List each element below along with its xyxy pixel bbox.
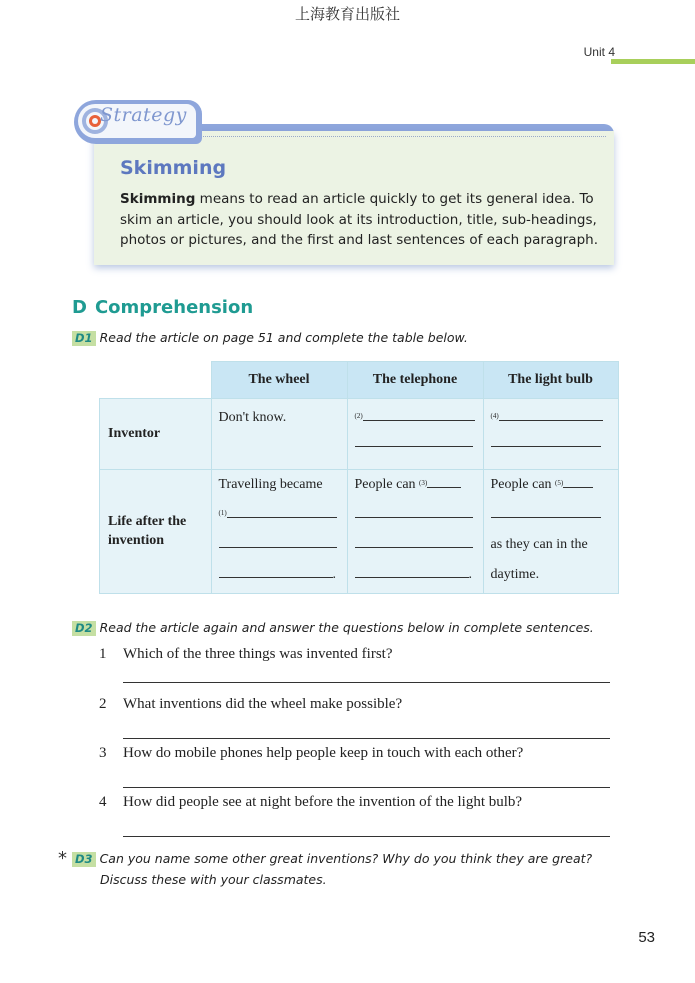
cell-wheel-life [211, 470, 347, 594]
blank-mark-4: (4) [490, 412, 499, 420]
cell-telephone-life [347, 470, 483, 594]
col-header-wheel: The wheel [211, 362, 347, 399]
answer-blank-1c[interactable] [219, 563, 333, 578]
question-text: How did people see at night before the invention of the light bulb? [123, 794, 523, 810]
answer-line-2[interactable] [123, 738, 610, 739]
row-header-life-after [100, 470, 212, 594]
publisher-header: 上海教育出版社 [294, 7, 400, 23]
question-text: What inventions did the wheel make possible? [123, 696, 403, 712]
question-4 [99, 794, 522, 811]
table-corner [100, 362, 212, 399]
page-number: 53 [638, 929, 655, 946]
blank-mark-2: (2) [354, 412, 363, 420]
strategy-title: Skimming [120, 157, 227, 179]
question-text: How do mobile phones help people keep in touch with each other? [123, 745, 524, 761]
d2-instruction-text: Read the article again and answer the questions below in complete sentences. [99, 620, 594, 635]
answer-line-3[interactable] [123, 787, 610, 788]
bulb-life-text: People can [490, 477, 552, 492]
wheel-inventor-text: Don't know. [218, 410, 287, 425]
cell-bulb-life [483, 470, 618, 594]
row-header-life-line2: invention [108, 533, 165, 548]
answer-blank-3a[interactable] [427, 473, 461, 488]
d1-tag: D1 [72, 331, 96, 346]
unit-label: Unit 4 [583, 45, 615, 59]
telephone-life-text: People can [354, 477, 416, 492]
wheel-end-period: . [332, 567, 336, 582]
d1-instruction [72, 330, 468, 346]
answer-blank-4a[interactable] [499, 406, 603, 421]
row-header-life-line1: Life after the [108, 514, 187, 529]
optional-star-icon: * [58, 848, 67, 869]
strategy-bold-lead: Skimming [120, 191, 196, 207]
strategy-body: means to read an article quickly to get its general idea. To skim an article, you should look at its introduction, title, sub-headings, photos or pictures, and the first and last sentences of each paragraph. [120, 191, 598, 248]
d3-line2-text: Discuss these with your classmates. [100, 872, 327, 887]
section-title: Comprehension [94, 297, 254, 318]
answer-blank-5a[interactable] [563, 473, 593, 488]
cell-bulb-inventor [483, 399, 618, 470]
comprehension-table [99, 361, 619, 594]
question-1 [99, 646, 393, 663]
unit-accent-bar [611, 59, 695, 64]
question-number: 3 [99, 745, 107, 761]
cell-wheel-inventor [211, 399, 347, 470]
d3-tag: D3 [72, 852, 96, 867]
answer-blank-2b[interactable] [355, 432, 473, 447]
telephone-end-period: . [468, 567, 472, 582]
bulb-life-tail1: as they can in the [490, 537, 588, 552]
answer-blank-2a[interactable] [363, 406, 475, 421]
row-header-inventor: Inventor [100, 399, 212, 470]
answer-blank-4b[interactable] [491, 432, 601, 447]
d1-instruction-text: Read the article on page 51 and complete the table below. [99, 330, 468, 345]
question-number: 2 [99, 696, 107, 712]
question-3 [99, 745, 523, 762]
section-heading [72, 297, 253, 318]
answer-blank-1a[interactable] [227, 503, 337, 518]
d3-line1-text: Can you name some other great inventions? Why do you think they are great? [99, 851, 593, 866]
answer-blank-3c[interactable] [355, 533, 473, 548]
col-header-light-bulb: The light bulb [483, 362, 618, 399]
strategy-text [120, 189, 600, 251]
cell-telephone-inventor [347, 399, 483, 470]
d2-instruction [72, 620, 594, 636]
answer-blank-3b[interactable] [355, 503, 473, 518]
blank-mark-5: (5) [555, 479, 564, 487]
answer-line-1[interactable] [123, 682, 610, 683]
col-header-telephone: The telephone [347, 362, 483, 399]
wheel-life-text: Travelling became [218, 477, 323, 492]
blank-mark-1: (1) [218, 509, 227, 517]
d2-tag: D2 [72, 621, 96, 636]
question-number: 1 [99, 646, 107, 662]
question-2 [99, 696, 402, 713]
answer-blank-1b[interactable] [219, 533, 337, 548]
bulb-life-tail2: daytime. [490, 567, 540, 582]
blank-mark-3: (3) [419, 479, 428, 487]
strategy-tab-word: Strategy [100, 104, 187, 126]
question-number: 4 [99, 794, 107, 810]
section-letter: D [72, 297, 87, 318]
answer-blank-3d[interactable] [355, 563, 469, 578]
question-text: Which of the three things was invented first? [123, 646, 393, 662]
answer-line-4[interactable] [123, 836, 610, 837]
answer-blank-5b[interactable] [491, 503, 601, 518]
